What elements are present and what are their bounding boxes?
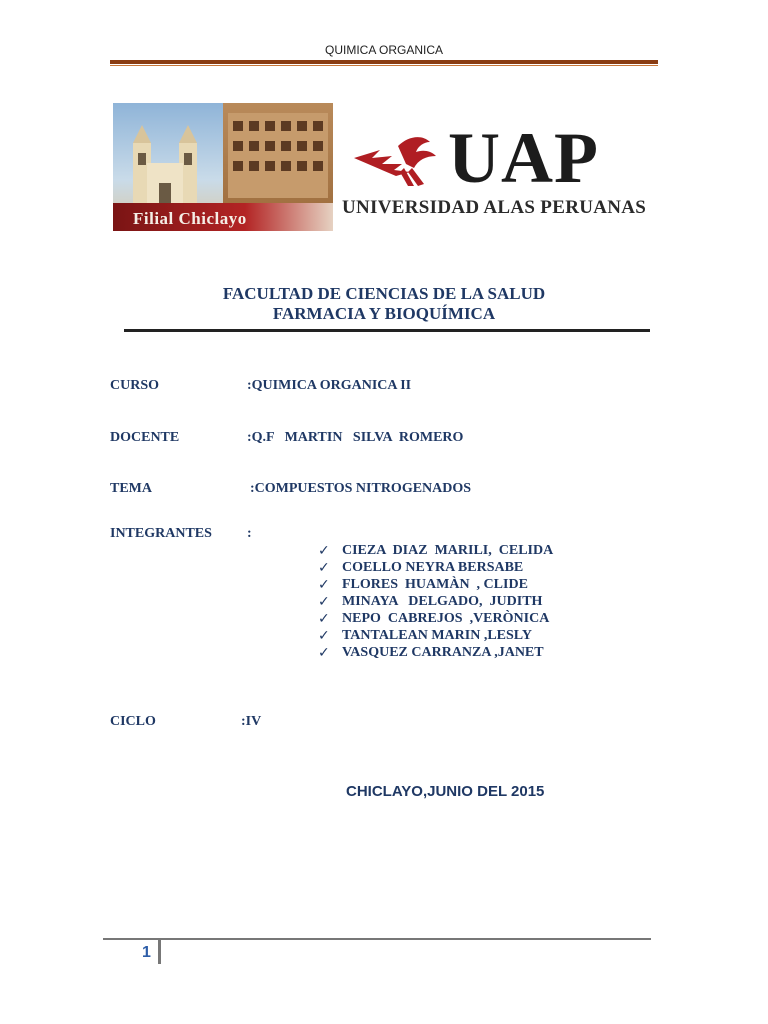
footer-page-bar	[158, 940, 161, 964]
checkmark-icon: ✓	[318, 593, 330, 610]
campus-photo	[113, 103, 333, 231]
list-item	[318, 542, 553, 559]
tema-label: TEMA	[110, 481, 152, 496]
building-illustration	[223, 103, 333, 203]
list-item	[318, 610, 553, 627]
checkmark-icon: ✓	[318, 644, 330, 661]
church-illustration	[125, 123, 205, 213]
tema-value: :COMPUESTOS NITROGENADOS	[250, 481, 472, 496]
integrantes-label: INTEGRANTES	[110, 526, 212, 541]
footer-divider	[103, 938, 651, 940]
uap-logo-text: UAP	[448, 118, 599, 198]
university-name: UNIVERSIDAD ALAS PERUANAS	[342, 197, 647, 218]
member-name: MINAYA DELGADO, JUDITH	[342, 593, 543, 609]
list-item	[318, 627, 553, 644]
ciclo-label: CICLO	[110, 714, 156, 729]
member-name: VASQUEZ CARRANZA ,JANET	[342, 644, 544, 660]
curso-label: CURSO	[110, 378, 160, 393]
filial-banner-text: Filial Chiclayo	[133, 209, 247, 228]
member-name: CIEZA DIAZ MARILI, CELIDA	[342, 542, 554, 558]
list-item	[318, 576, 553, 593]
header-divider-thin	[110, 65, 658, 66]
list-item	[318, 644, 553, 661]
integrantes-value: :	[247, 526, 252, 541]
checkmark-icon: ✓	[318, 627, 330, 644]
faculty-title: FACULTAD DE CIENCIAS DE LA SALUD	[222, 284, 546, 303]
checkmark-icon: ✓	[318, 576, 330, 593]
member-name: COELLO NEYRA BERSABE	[342, 559, 524, 575]
page-number: 1	[142, 944, 151, 961]
checkmark-icon: ✓	[318, 542, 330, 559]
docente-value: :Q.F MARTIN SILVA ROMERO	[247, 430, 464, 445]
ciclo-value: :IV	[241, 714, 262, 729]
curso-value: :QUIMICA ORGANICA II	[247, 378, 412, 393]
faculty-divider	[124, 329, 650, 332]
uap-bird-emblem-icon	[352, 128, 440, 192]
place-date: CHICLAYO,JUNIO DEL 2015	[346, 783, 545, 800]
member-name: NEPO CABREJOS ,VERÒNICA	[342, 610, 550, 626]
checkmark-icon: ✓	[318, 610, 330, 627]
list-item	[318, 593, 553, 610]
page-header-title: QUIMICA ORGANICA	[324, 43, 443, 57]
member-name: FLORES HUAMÀN , CLIDE	[342, 576, 528, 592]
list-item	[318, 559, 553, 576]
members-list	[318, 542, 553, 661]
member-name: TANTALEAN MARIN ,LESLY	[342, 627, 532, 643]
header-divider	[110, 60, 658, 64]
docente-label: DOCENTE	[110, 430, 180, 445]
checkmark-icon: ✓	[318, 559, 330, 576]
faculty-subtitle: FARMACIA Y BIOQUÍMICA	[272, 304, 496, 323]
